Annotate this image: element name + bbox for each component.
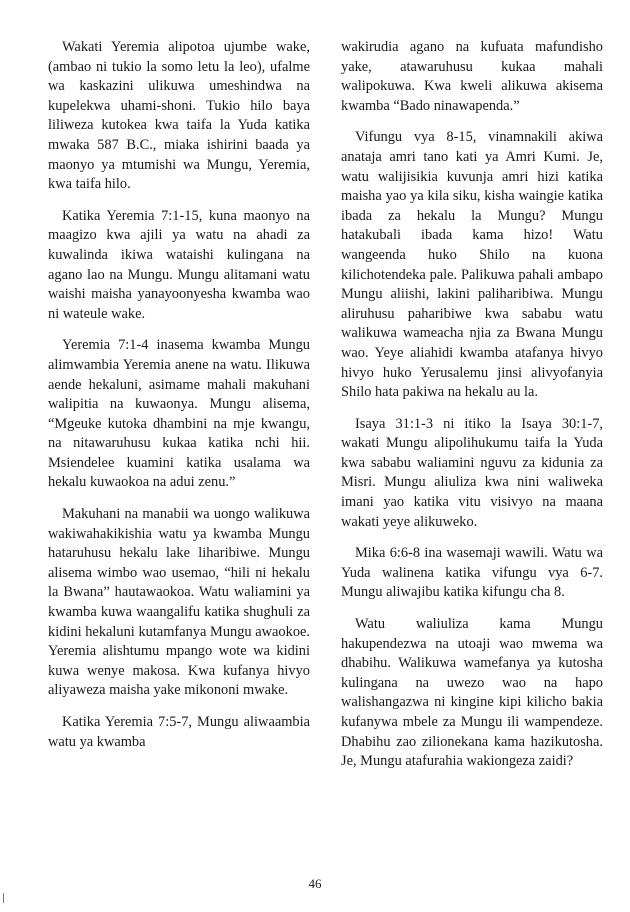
page-number: 46: [308, 876, 322, 891]
paragraph: Katika Yeremia 7:5-7, Mungu aliwaambia watu ya kwamba: [48, 714, 310, 750]
paragraph-continued: wakirudia agano na kufuata mafundisho yake, atawaruhusu kukaa mahali walipokuwa. Kwa kweli alikuwa akisema kwamba “Bado ninawapenda.”: [341, 39, 603, 114]
paragraph: Makuhani na manabii wa uongo walikuwa wakiwahakikishia watu ya kwamba Mungu hataruhusu hekalu lake liharibiwe. Mungu alisema wimbo wao usemao, “hili ni hekalu la Bwana” hautawaokoa. Watu waliamini ya kwamba kuwa waangalifu katika shughuli za kidini hekaluni kutamfanya Mungu awaokoe. Yeremia alishtumu mpango wote wa kidini kuwa wenye makosa. Kwa kufanya hivyo aliyaweza maisha yake mikononi mwake.: [48, 506, 310, 699]
scan-artifact: [3, 893, 4, 903]
paragraph: Katika Yeremia 7:1-15, kuna maonyo na maagizo kwa ajili ya watu na ahadi za kuwalinda ikiwa wataishi kulingana na agano lao na Mungu. Mungu alitamani watu waishi maisha yanayoonyesha kwamba wao ni wateule wake.: [48, 207, 310, 322]
paragraph: Yeremia 7:1-4 inasema kwamba Mungu alimwambia Yeremia anene na watu. Ilikuwa aende hekaluni, asimame mahali makuhani walipitia na kuwaonya. Mungu alisema, “Mgeuke kutoka dhambini na mje kwangu, na nitawaruhusu kukaa katika nchi hii. Msiendelee kuamini katika usalama wa hekalu kuwaokoa na adui zenu.”: [48, 337, 310, 491]
paragraph: Watu waliuliza kama Mungu hakupendezwa na utoaji wao mwema wa dhabihu. Walikuwa wamefanya ya kutosha kulingana na uwezo wao na hapo walishangazwa ni kingine kipi kilicho bakia kufanywa mbele za Mungu ili wampendeze. Dhabihu zao zilionekana kama hazikutosha. Je, Mungu atafurahia wakiongeza zaidi?: [341, 616, 603, 770]
right-column: [341, 38, 603, 772]
paragraph: Wakati Yeremia alipotoa ujumbe wake, (ambao ni tukio la somo letu la leo), ufalme wa kaskazini ulikuwa umeshindwa na kupelekwa uhami-shoni. Tukio hilo baya liliweza kutokea kwa taifa la Yuda katika mwaka 587 B.C., miaka ishirini baada ya maonyo ya mtumishi wa Mungu, Yeremia, kwa taifa hilo.: [48, 39, 310, 193]
paragraph: Isaya 31:1-3 ni itiko la Isaya 30:1-7, wakati Mungu alipolihukumu taifa la Yuda kwa sababu waliamini nguvu za kidunia za Misri. Mungu aliuliza kwa nini waliweka imani yao katika vitu visivyo na maana wakati yeye alikuweko.: [341, 415, 603, 530]
paragraph: Vifungu vya 8-15, vinamnakili akiwa anataja amri tano kati ya Amri Kumi. Je, watu walijisikia kuvunja amri hizi katika maisha yao ya kila siku, kisha waingie katika ibada za hekalu la Mungu? Mungu hatakubali ibada kama hizo! Watu wangeenda huko Shilo na kuona kilichotendeka pale. Palikuwa pahali ambapo Mungu aliishi, lakini paliharibiwa. Mungu aliruhusu paharibiwe kwa sababu watu walikuwa wameacha njia za Bwana Mungu wao. Yeye aliahidi kwamba atafanya hivyo hivyo huko Yerusalemu jinsi alivyofanyia Shilo hata pakiwa na hekalu au la.: [341, 129, 603, 401]
paragraph: Mika 6:6-8 ina wasemaji wawili. Watu wa Yuda walinena katika vifungu vya 6-7. Mungu aliwajibu katika kifungu cha 8.: [341, 545, 603, 601]
left-column: [48, 38, 310, 752]
